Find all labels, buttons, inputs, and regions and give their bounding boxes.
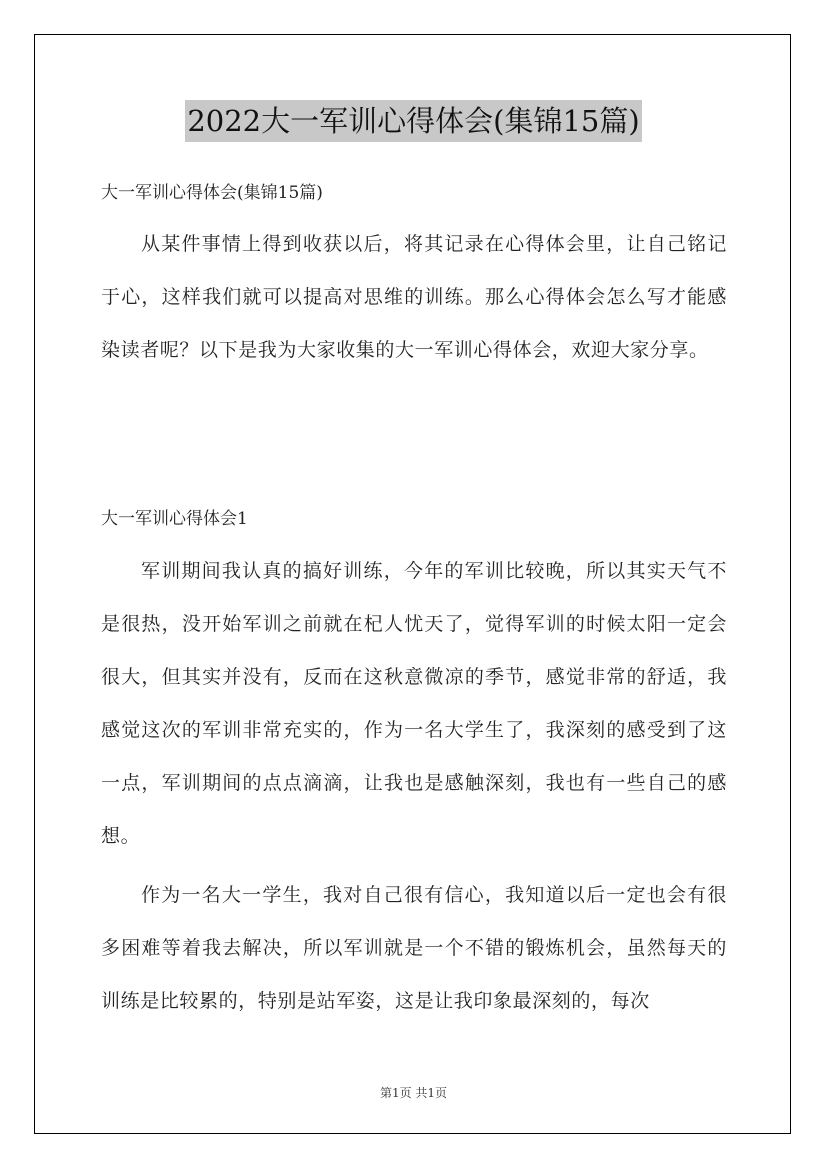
document-title-container <box>0 100 827 142</box>
body-paragraph-1: 军训期间我认真的搞好训练，今年的军训比较晚，所以其实天气不是很热，没开始军训之前就在杞人忧天了，觉得军训的时候太阳一定会很大，但其实并没有，反而在这秋意微凉的季节，感觉非常的舒适，我感觉这次的军训非常充实的，作为一名大学生了，我深刻的感受到了这一点，军训期间的点点滴滴，让我也是感触深刻，我也有一些自己的感想。 <box>101 560 727 847</box>
document-subtitle: 大一军训心得体会(集锦15篇) <box>101 183 323 203</box>
section-heading: 大一军训心得体会1 <box>101 509 248 529</box>
document-title: 2022大一军训心得体会(集锦15篇) <box>185 100 641 142</box>
body-paragraph-2: 作为一名大一学生，我对自己很有信心，我知道以后一定也会有很多困难等着我去解决，所以军训就是一个不错的锻炼机会，虽然每天的训练是比较累的，特别是站军姿，这是让我印象最深刻的，每次 <box>101 884 727 1012</box>
intro-paragraph: 从某件事情上得到收获以后，将其记录在心得体会里，让自己铭记于心，这样我们就可以提高对思维的训练。那么心得体会怎么写才能感染读者呢？以下是我为大家收集的大一军训心得体会，欢迎大家分享。 <box>101 233 727 361</box>
page-footer: 第1页 共1页 <box>379 1086 448 1100</box>
